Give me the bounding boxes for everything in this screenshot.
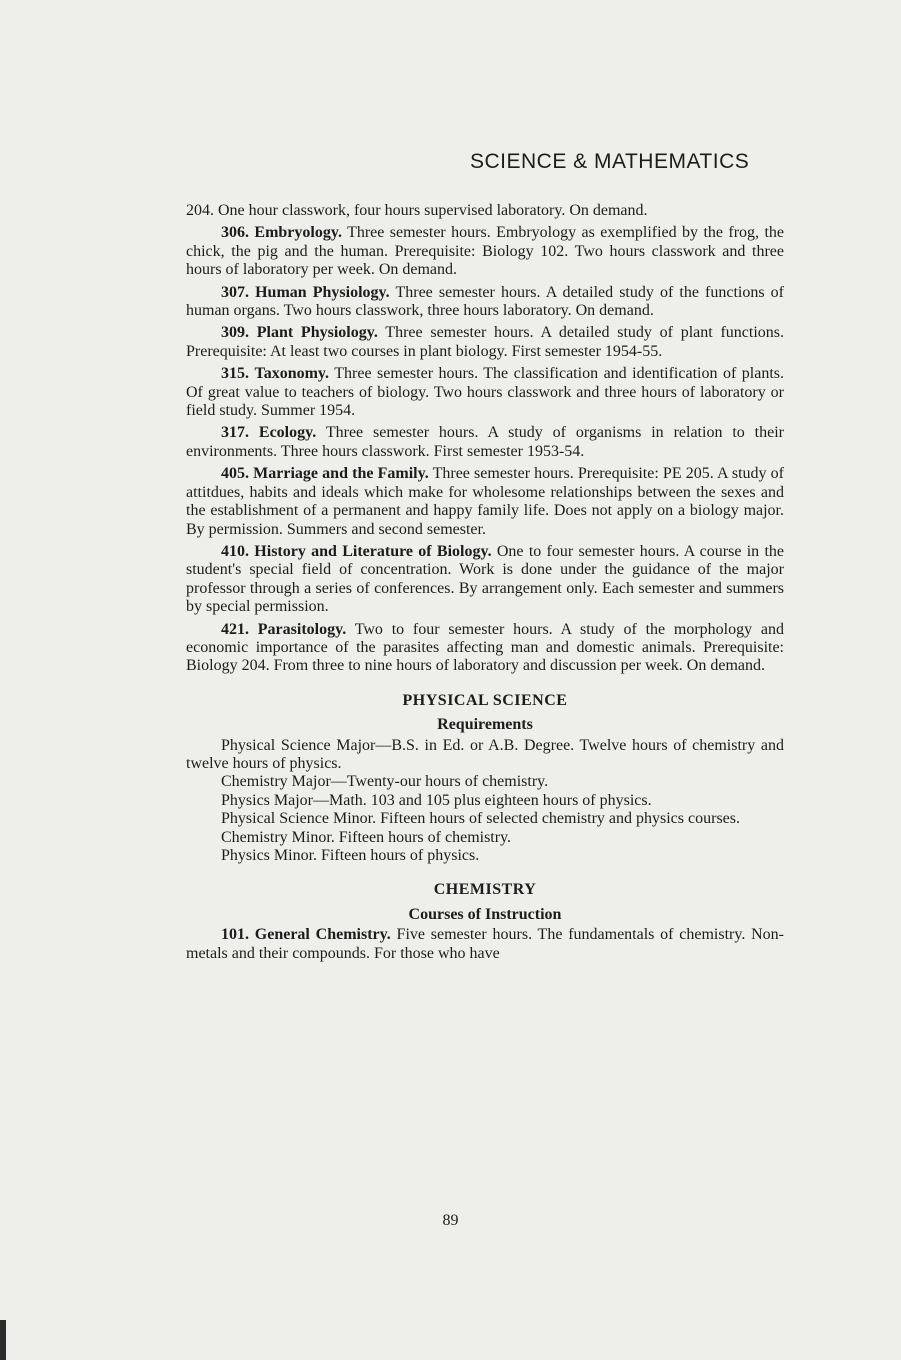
course-number: 405. <box>221 465 249 483</box>
course-description: Three semester hours. Prerequisite: PE 205. A study of attitdues, habits and ideals which make for wholesome relationships between the sexes and the establishment of a permanent and happy family life. Does not apply on a biology major. By permission. Summers and second semester. <box>186 465 784 538</box>
requirement-item: Physical Science Major—B.S. in Ed. or A.B. Degree. Twelve hours of chemistry and twelve hours of physics. <box>186 736 784 772</box>
course-title: Embryology. <box>254 224 342 242</box>
page-body <box>186 202 784 967</box>
course-entry-315 <box>186 365 784 420</box>
courses-of-instruction-heading: Courses of Instruction <box>408 905 562 923</box>
intro-paragraph: 204. One hour classwork, four hours supervised laboratory. On demand. <box>186 202 648 219</box>
course-entry-306 <box>186 224 784 279</box>
course-title: History and Literature of Biology. <box>254 542 492 560</box>
course-title: Parasitology. <box>257 620 347 638</box>
course-description: Three semester hours. The classification and identification of plants. Of great value to teachers of biology. Two hours classwork and three hours of laboratory or field study. Summer 1954. <box>186 365 785 420</box>
requirements-list <box>186 737 784 866</box>
course-entry-309 <box>186 324 784 361</box>
requirements-heading: Requirements <box>437 716 533 734</box>
scan-edge-mark <box>0 1320 6 1360</box>
requirement-item: Physical Science Minor. Fifteen hours of selected chemistry and physics courses. <box>221 810 740 828</box>
course-description: Three semester hours. A detailed study of plant functions. Prerequisite: At least two courses in plant biology. First semester 1954-55. <box>186 324 785 360</box>
course-title: Human Physiology. <box>255 283 390 301</box>
course-entry-410 <box>186 543 784 617</box>
course-description: One to four semester hours. A course in the student's special field of concentration. Work is done under the guidance of the major professor through a series of conferences. By arrangement only. Each semester and summers by special permission. <box>186 542 785 616</box>
course-entry-317 <box>186 424 784 461</box>
course-title: General Chemistry. <box>254 926 391 944</box>
course-number: 421. <box>221 620 249 638</box>
course-description: Three semester hours. A detailed study of the functions of human organs. Two hours classwork, three hours laboratory. On demand. <box>186 283 784 320</box>
course-description: Two to four semester hours. A study of the morphology and economic importance of the parasites affecting man and domestic animals. Prerequisite: Biology 204. From three to nine hours of laboratory and discussion per week. On demand. <box>186 620 784 675</box>
page-number: 89 <box>442 1212 459 1229</box>
course-title: Taxonomy. <box>254 365 330 383</box>
course-title: Marriage and the Family. <box>253 465 429 483</box>
requirement-item: Chemistry Major—Twenty-our hours of chemistry. <box>221 773 549 791</box>
course-description: Three semester hours. A study of organisms in relation to their environments. Three hours classwork. First semester 1953-54. <box>186 424 785 460</box>
physical-science-heading: PHYSICAL SCIENCE <box>402 691 568 709</box>
requirement-item: Physics Minor. Fifteen hours of physics. <box>221 847 480 864</box>
course-title: Ecology. <box>258 424 317 442</box>
course-number: 307. <box>221 283 249 301</box>
course-number: 317. <box>221 424 249 442</box>
course-entry-101 <box>186 926 784 963</box>
course-list <box>186 224 784 675</box>
course-entry-307 <box>186 284 784 321</box>
course-entry-421 <box>186 621 784 676</box>
course-number: 306. <box>221 224 249 242</box>
course-number: 101. <box>221 926 249 944</box>
course-number: 410. <box>221 542 249 560</box>
page-header: SCIENCE & MATHEMATICS <box>470 150 750 173</box>
course-title: Plant Physiology. <box>256 324 378 342</box>
requirement-item: Chemistry Minor. Fifteen hours of chemistry. <box>221 828 512 846</box>
course-entry-405 <box>186 465 784 539</box>
course-description: Three semester hours. Embryology as exemplified by the frog, the chick, the pig and the human. Prerequisite: Biology 102. Two hours classwork and three hours of laboratory per week. On demand. <box>186 224 785 279</box>
course-description: Five semester hours. The fundamentals of chemistry. Non-metals and their compounds. For those who have <box>186 926 785 962</box>
requirement-item: Physics Major—Math. 103 and 105 plus eighteen hours of physics. <box>221 791 652 809</box>
course-number: 315. <box>221 365 249 383</box>
chemistry-heading: CHEMISTRY <box>433 881 537 899</box>
course-number: 309. <box>221 324 249 342</box>
